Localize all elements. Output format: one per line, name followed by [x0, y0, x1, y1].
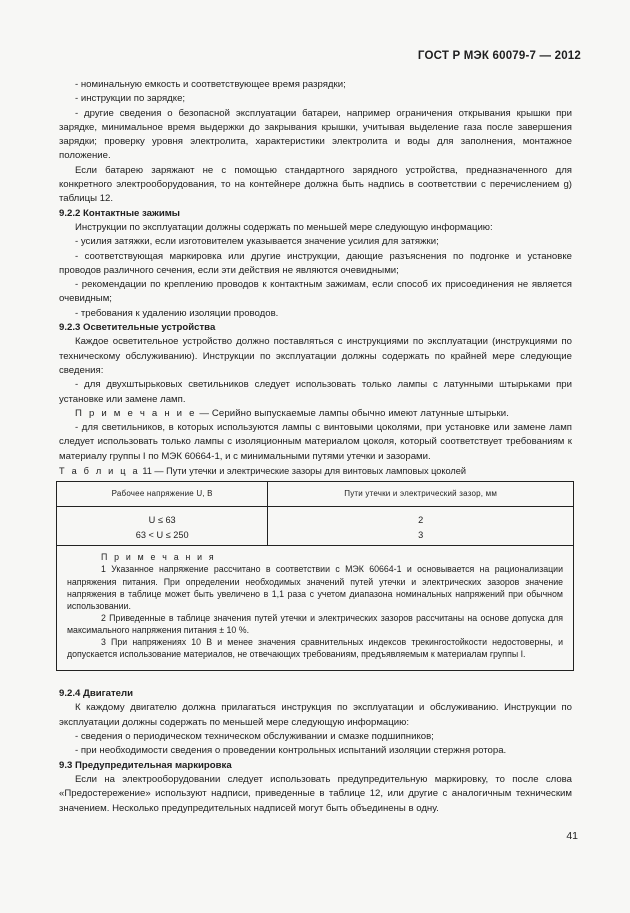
table-caption-label: Т а б л и ц а [59, 466, 140, 477]
list-item: - рекомендации по креплению проводов к контактным зажимам, если способ их присоединения не является очевидным; [59, 279, 572, 305]
table-cell: 3 [268, 527, 574, 546]
page-number: 41 [566, 830, 578, 842]
note-text: — Серийно выпускаемые лампы обычно имеют латунные штырьки. [196, 407, 510, 419]
list-item: - номинальную емкость и соответствующее время разрядки; [75, 79, 346, 90]
table-caption-text: 11 — Пути утечки и электрические зазоры для винтовых ламповых цоколей [139, 466, 467, 477]
table-caption [59, 464, 572, 478]
table-note: 1 Указанное напряжение рассчитано в соответствии с МЭК 60664-1 и основывается на рационализации напряжения питания. При определении необходимых значений путей утечки и электрических зазоров значение напряжения в таблице может быть увеличено в 1,1 раза с учетом диапазона номинальных напряжений при обычном использовании. [67, 564, 563, 611]
list-item: - усилия затяжки, если изготовителем указывается значение усилия для затяжки; [75, 236, 439, 248]
body-text [59, 78, 572, 816]
note-label: П р и м е ч а н и е [75, 407, 197, 419]
list-item: - для двухштырьковых светильников следует использовать только лампы с латунными штырьками при установке или замене ламп. [59, 379, 572, 405]
paragraph: Каждое осветительное устройство должно поставляться с инструкциями по эксплуатации (инструкциями по техническому обслуживанию). Инструкции по эксплуатации должны содержать по крайней мере следующие сведения: [59, 336, 572, 376]
section-heading: 9.2.4 Двигатели [59, 688, 133, 700]
table-note: 3 При напряжениях 10 В и менее значения сравнительных индексов трекингостойкости недостоверны, и допускается использование материалов, не отвечающих требованиям, предъявляемым к материалам группы I. [67, 636, 563, 660]
paragraph: Инструкции по эксплуатации должны содержать по меньшей мере следующую информацию: [75, 221, 493, 233]
list-item: - при необходимости сведения о проведении контрольных испытаний изоляции стержня ротора. [75, 745, 507, 757]
list-item: - для светильников, в которых используются лампы с винтовыми цоколями, при установке или замене ламп следует использовать только лампы с изоляционным материалом цоколя, который соответствует требованиям к материалу группы I по МЭК 60664-1, и с минимальными путями утечки и зазорами. [59, 422, 572, 462]
table-notes-title: П р и м е ч а н и я [101, 552, 216, 563]
table-cell: 2 [268, 507, 574, 528]
paragraph: К каждому двигателю должна прилагаться инструкция по эксплуатации и обслуживанию. Инструкции по эксплуатации должны содержать по меньшей мере следующую информацию: [59, 702, 572, 728]
table-cell: 63 < U ≤ 250 [57, 527, 268, 546]
section-heading: 9.2.2 Контактные зажимы [59, 207, 181, 219]
table-11 [56, 481, 574, 671]
list-item: - соответствующая маркировка или другие инструкции, дающие разъяснения по подгонке и установке проводов различного сечения, если эти действия не являются очевидными; [59, 250, 572, 276]
table-header-voltage: Рабочее напряжение U, В [57, 482, 268, 507]
list-item: - инструкции по зарядке; [75, 93, 186, 105]
list-item: - требования к удалению изоляции проводов. [75, 307, 279, 319]
list-item: - сведения о периодическом техническом обслуживании и смазке подшипников; [75, 731, 434, 743]
paragraph: Если на электрооборудовании следует использовать предупредительную маркировку, то после слова «Предостережение» используют надписи, приведенные в таблице 12, или другие с аналогичным техническим значением. Несколько предупредительных надписей могут быть объединены в одну. [59, 773, 572, 814]
standard-header: ГОСТ Р МЭК 60079-7 — 2012 [417, 50, 581, 62]
table-note: 2 Приведенные в таблице значения путей утечки и электрических зазоров рассчитаны на основе допуска для максимального напряжения питания ± 10 %. [67, 612, 563, 635]
table-header-clearance: Пути утечки и электрический зазор, мм [268, 482, 574, 507]
table-notes [57, 546, 574, 671]
section-heading: 9.3 Предупредительная маркировка [59, 759, 232, 771]
list-item: - другие сведения о безопасной эксплуатации батареи, например ограничения открывания крышки при зарядке, минимальное время выдержки до закрывания крышки, учитывая выделение газа после завершения зарядки; проверку уровня электролита, характеристики электролита и воды для заполнения, монтажное положение. [59, 107, 572, 162]
table-cell: U ≤ 63 [57, 507, 268, 528]
section-heading: 9.2.3 Осветительные устройства [59, 322, 216, 334]
note [59, 407, 572, 421]
paragraph: Если батарею заряжают не с помощью стандартного зарядного устройства, предназначенного для конкретного электрооборудования, то на контейнере должна быть надпись в соответствии с перечислением g) таблицы 12. [59, 164, 572, 205]
